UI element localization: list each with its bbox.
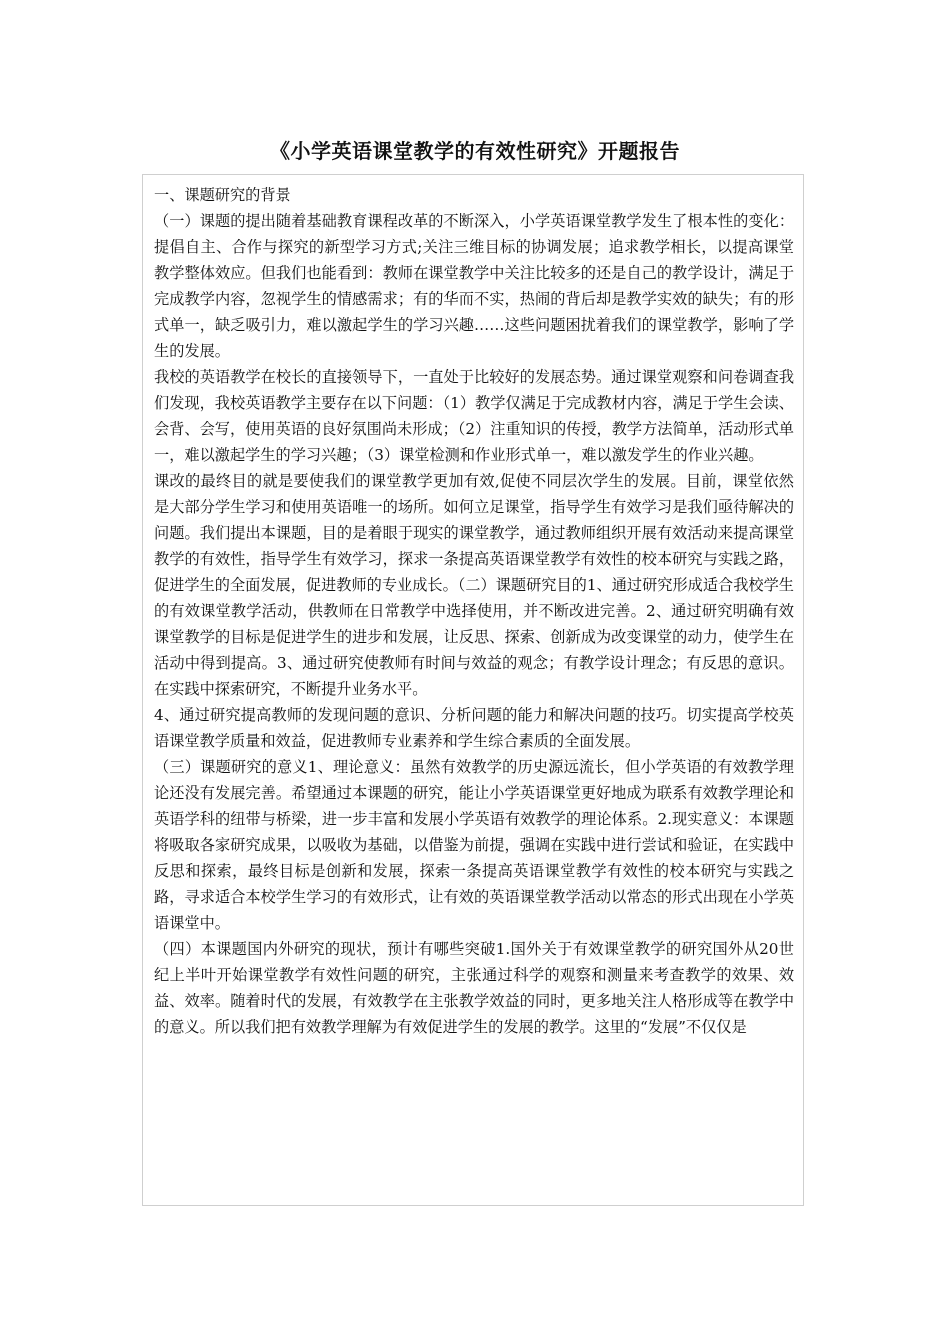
- document-body: [154, 182, 794, 1040]
- paragraph-research-status: （四）本课题国内外研究的现状，预计有哪些突破1.国外关于有效课堂教学的研究国外从20世纪上半叶开始课堂教学有效性问题的研究，主张通过科学的观察和测量来考查教学的效果、效益、效率。随着时代的发展，有效教学在主张教学效益的同时，更多地关注人格形成等在教学中的意义。所以我们把有效教学理解为有效促进学生的发展的教学。这里的“发展”不仅仅是: [154, 940, 794, 1036]
- paragraph-teacher-skills: 4、通过研究提高教师的发现问题的意识、分析问题的能力和解决问题的技巧。切实提高学校英语课堂教学质量和效益，促进教师专业素养和学生综合素质的全面发展。: [154, 706, 794, 750]
- paragraph-topic-origin: （一）课题的提出随着基础教育课程改革的不断深入，小学英语课堂教学发生了根本性的变化：提倡自主、合作与探究的新型学习方式;关注三维目标的协调发展；追求教学相长，以提高课堂教学整体效应。但我们也能看到：教师在课堂教学中关注比较多的还是自己的教学设计，满足于完成教学内容，忽视学生的情感需求；有的华而不实，热闹的背后却是教学实效的缺失；有的形式单一，缺乏吸引力，难以激起学生的学习兴趣……这些问题困扰着我们的课堂教学，影响了学生的发展。: [154, 212, 794, 360]
- paragraph-school-problems: 我校的英语教学在校长的直接领导下，一直处于比较好的发展态势。通过课堂观察和问卷调查我们发现，我校英语教学主要存在以下问题：（1）教学仅满足于完成教材内容，满足于学生会读、会背、会写，使用英语的良好氛围尚未形成；（2）注重知识的传授，教学方法简单，活动形式单一，难以激起学生的学习兴趣；（3）课堂检测和作业形式单一，难以激发学生的作业兴趣。: [154, 368, 794, 464]
- paragraph-research-significance: （三）课题研究的意义1、理论意义：虽然有效教学的历史源远流长，但小学英语的有效教学理论还没有发展完善。希望通过本课题的研究，能让小学英语课堂更好地成为联系有效教学理论和英语学科的纽带与桥梁，进一步丰富和发展小学英语有效教学的理论体系。2.现实意义：本课题将吸取各家研究成果，以吸收为基础，以借鉴为前提，强调在实践中进行尝试和验证，在实践中反思和探索，最终目标是创新和发展，探索一条提高英语课堂教学有效性的校本研究与实践之路，寻求适合本校学生学习的有效形式，让有效的英语课堂教学活动以常态的形式出现在小学英语课堂中。: [154, 758, 794, 932]
- page-title: 《小学英语课堂教学的有效性研究》开题报告: [270, 139, 680, 163]
- section-heading-background: 一、课题研究的背景: [154, 186, 291, 204]
- paragraph-reform-goals: 课改的最终目的就是要使我们的课堂教学更加有效,促使不同层次学生的发展。目前，课堂依然是大部分学生学习和使用英语唯一的场所。如何立足课堂，指导学生有效学习是我们亟待解决的问题。我们提出本课题，目的是着眼于现实的课堂教学，通过教师组织开展有效活动来提高课堂教学的有效性，指导学生有效学习，探求一条提高英语课堂教学有效性的校本研究与实践之路，促进学生的全面发展，促进教师的专业成长。（二）课题研究目的1、通过研究形成适合我校学生的有效课堂教学活动，供教师在日常教学中选择使用，并不断改进完善。2、通过研究明确有效课堂教学的目标是促进学生的进步和发展，让反思、探索、创新成为改变课堂的动力，使学生在活动中得到提高。3、通过研究使教师有时间与效益的观念；有教学设计理念；有反思的意识。在实践中探索研究，不断提升业务水平。: [154, 472, 794, 698]
